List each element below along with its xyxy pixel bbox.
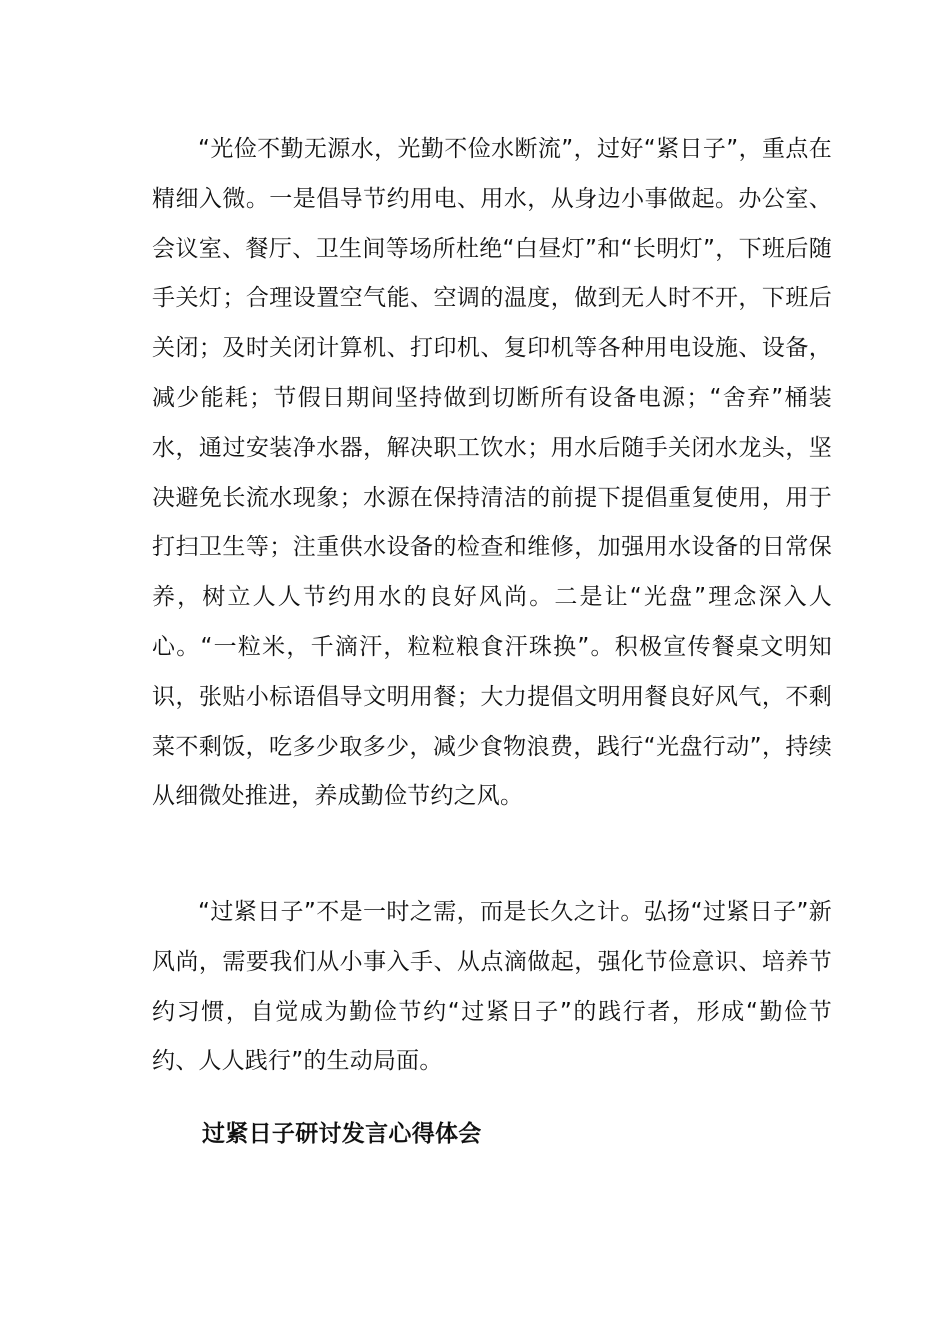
body-paragraph-1: “光俭不勤无源水，光勤不俭水断流”，过好“紧日子”，重点在精细入微。一是倡导节约用电、用水，从身边小事做起。办公室、会议室、餐厅、卫生间等场所杜绝“白昼灯”和“长明灯”，下班后随手关灯；合理设置空气能、空调的温度，做到无人时不开，下班后关闭；及时关闭计算机、打印机、复印机等各种用电设施、设备，减少能耗；节假日期间坚持做到切断所有设备电源；“舍弃”桶装水，通过安装净水器，解决职工饮水；用水后随手关闭水龙头，坚决避免长流水现象；水源在保持清洁的前提下提倡重复使用，用于打扫卫生等；注重供水设备的检查和维修，加强用水设备的日常保养，树立人人节约用水的良好风尚。二是让“光盘”理念深入人心。“一粒米，千滴汗，粒粒粮食汗珠换”。积极宣传餐桌文明知识，张贴小标语倡导文明用餐；大力提倡文明用餐良好风气，不剩菜不剩饭，吃多少取多少，减少食物浪费，践行“光盘行动”，持续从细微处推进，养成勤俭节约之风。 (152, 136, 832, 810)
section-heading: 过紧日子研讨发言心得体会 (202, 1121, 482, 1147)
body-paragraph-2: “过紧日子”不是一时之需，而是长久之计。弘扬“过紧日子”新风尚，需要我们从小事入手、从点滴做起，强化节俭意识、培养节约习惯，自觉成为勤俭节约“过紧日子”的践行者，形成“勤俭节约、人人践行”的生动局面。 (152, 899, 832, 1075)
